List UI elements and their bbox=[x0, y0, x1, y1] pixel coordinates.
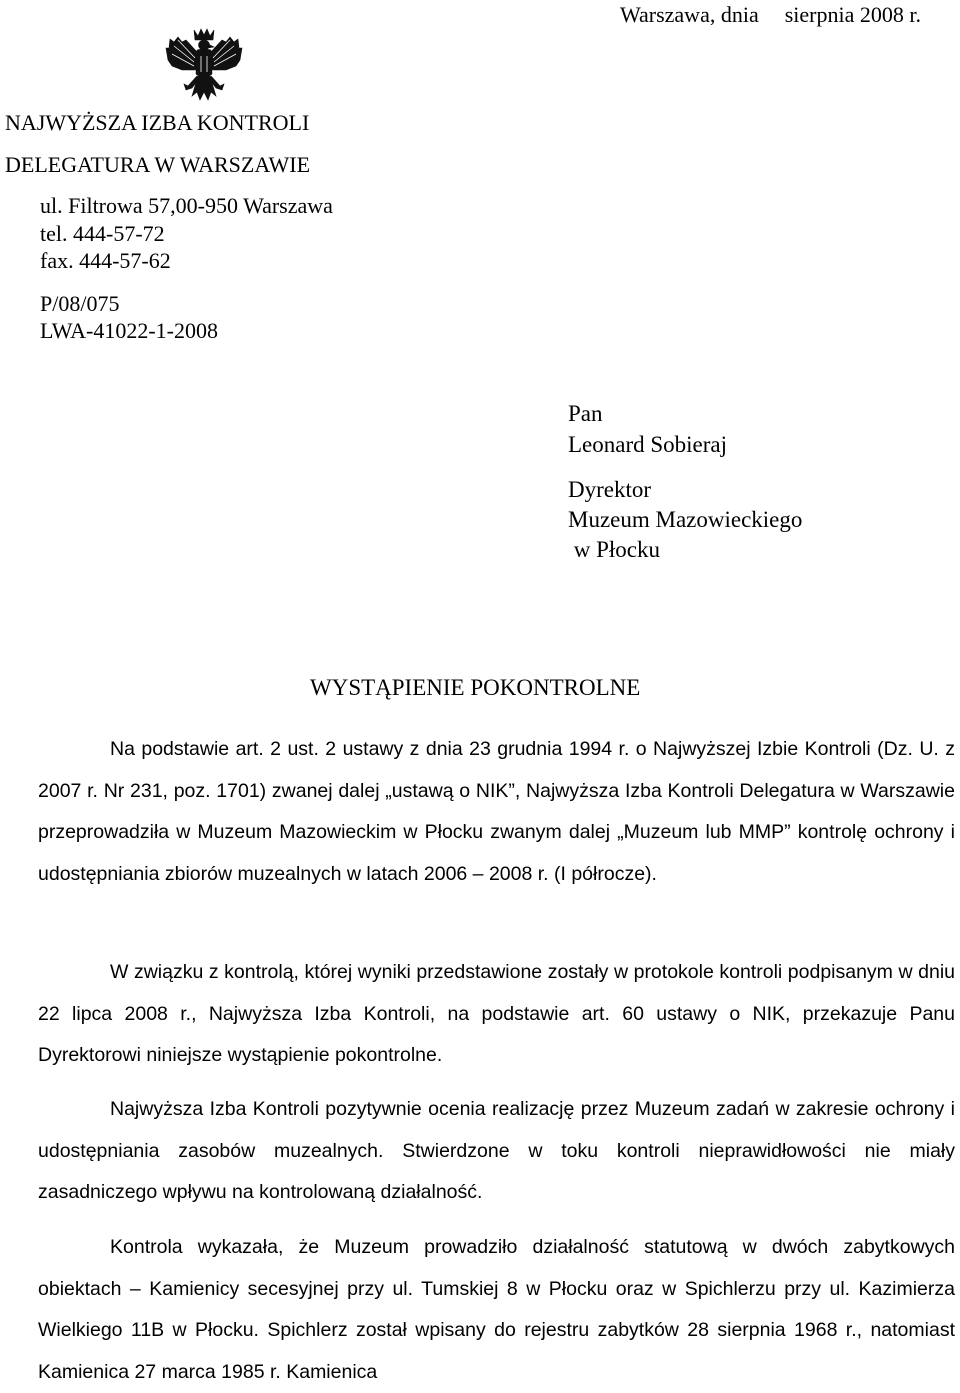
org-address: ul. Filtrowa 57,00-950 Warszawa bbox=[40, 193, 333, 218]
org-name: NAJWYŻSZA IZBA KONTROLI bbox=[5, 110, 310, 135]
case-number: LWA-41022-1-2008 bbox=[40, 318, 218, 343]
paragraph-assessment: Najwyższa Izba Kontroli pozytywnie ocenia realizację przez Muzeum zadań w zakresie ochrony i udostępniania zasobów muzealnych. Stwierdzone w toku kontroli nieprawidłowości nie miały zasadniczego wpływu na kontrolowaną działalność. bbox=[38, 1098, 955, 1203]
paragraph-legal-basis: Na podstawie art. 2 ust. 2 ustawy z dnia 23 grudnia 1994 r. o Najwyższej Izbie Kontroli (Dz. U. z 2007 r. Nr 231, poz. 1701) zwanej dalej „ustawą o NIK”, Najwyższa Izba Kontroli Delegatura w Warszawie przeprowadziła w Muzeum Mazowieckim w Płocku zwanym dalej „Muzeum lub MMP” kontrolę ochrony i udostępniania zbiorów muzealnych w latach 2006 – 2008 r. (I półrocze). bbox=[38, 738, 955, 885]
date-month-year: sierpnia 2008 r. bbox=[784, 2, 921, 27]
paragraph-findings: Kontrola wykazała, że Muzeum prowadziło działalność statutową w dwóch zabytkowych obiektach – Kamienicy secesyjnej przy ul. Tumskiej 8 w Płocku oraz w Spichlerzu przy ul. Kazimierza Wielkiego 11B w Płocku. Spichlerz został wpisany do rejestru zabytków 28 sierpnia 1968 r., natomiast Kamienica 27 marca 1985 r. Kamienica bbox=[38, 1236, 955, 1383]
date-place: Warszawa, dnia bbox=[620, 2, 759, 27]
reference-code: P/08/075 bbox=[40, 291, 120, 316]
polish-eagle-emblem-icon bbox=[164, 26, 244, 112]
recipient-institution: Muzeum Mazowieckiego bbox=[568, 507, 803, 532]
recipient-position: Dyrektor bbox=[568, 477, 652, 502]
org-fax: fax. 444-57-62 bbox=[40, 248, 171, 273]
document-title: WYSTĄPIENIE POKONTROLNE bbox=[310, 675, 641, 700]
recipient-salutation: Pan bbox=[568, 401, 603, 426]
recipient-city: w Płocku bbox=[568, 537, 660, 562]
letter-date bbox=[620, 2, 921, 28]
org-phone: tel. 444-57-72 bbox=[40, 221, 165, 246]
branch-name: DELEGATURA W WARSZAWIE bbox=[5, 152, 311, 177]
recipient-name: Leonard Sobieraj bbox=[568, 432, 728, 457]
paragraph-protocol: W związku z kontrolą, której wyniki przedstawione zostały w protokole kontroli podpisanym w dniu 22 lipca 2008 r., Najwyższa Izba Kontroli, na podstawie art. 60 ustawy o NIK, przekazuje Panu Dyrektorowi niniejsze wystąpienie pokontrolne. bbox=[38, 961, 955, 1066]
